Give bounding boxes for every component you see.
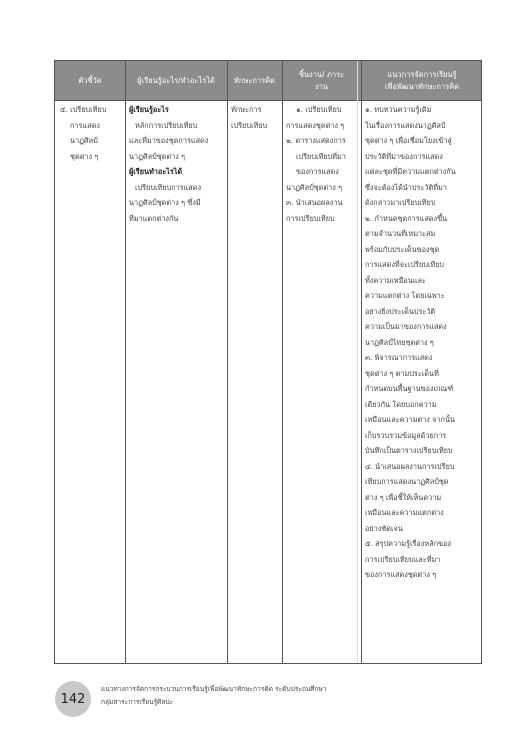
indicator-line: นาฏศิลป์ (70, 136, 98, 145)
approach-line: ดังกล่าวมาเปรียบเทียบ (365, 198, 436, 207)
approach-line: เก็บรวบรวมข้อมูลด้วยการ (365, 430, 447, 440)
approach-line: กำหนดบนพื้นฐานของเกณฑ์ (365, 384, 454, 393)
learning-cell (129, 102, 208, 226)
work-line: ๒. ตารางแสดงการ (286, 136, 346, 145)
work-line: เปรียบเทียบที่มา (296, 151, 346, 161)
work-line: การเปรียบเทียบ (286, 213, 335, 223)
learning-line: นาฏศิลป์ชุดต่าง ๆ (129, 151, 186, 161)
approach-line: ความแตกต่าง โดยเฉพาะ (365, 291, 445, 300)
approach-cell (365, 102, 456, 583)
footer-caption (101, 683, 326, 709)
approach-line: ความเป็นมาของการแสดง (365, 322, 447, 331)
approach-line: ซึ่งจะต้องได้นำประวัติที่มา (365, 182, 447, 192)
skill-cell (231, 102, 267, 133)
approach-line: การเปรียบเทียบและที่มา (365, 554, 441, 564)
approach-line: บันทึกเป็นตารางเปรียบเทียบ (365, 446, 453, 455)
work-line: การแสดงชุดต่าง ๆ (286, 120, 345, 130)
learning-heading: ผู้เรียนทำอะไรได้ (129, 167, 183, 176)
work-line: นาฏศิลป์ชุดต่าง ๆ (286, 182, 343, 192)
learning-heading: ผู้เรียนรู้อะไร (129, 105, 169, 114)
approach-line: นาฏศิลป์ไทยชุดต่าง ๆ (365, 337, 434, 347)
approach-line: ทั้งความเหมือนและ (365, 275, 426, 285)
footer-line: แนวทางการจัดการกระบวนการเรียนรู้เพื่อพัฒนาทักษะการคิด ระดับประถมศึกษา (101, 685, 327, 693)
approach-line: ประวัติที่มาของการแสดง (365, 151, 443, 161)
approach-line: เทียบการแสดงนาฏศิลป์ชุด (365, 477, 449, 486)
column-divider (282, 61, 283, 663)
approach-line: พร้อมกับประเด็นของชุด (365, 244, 440, 254)
approach-line: ตามจำนวนที่เหมาะสม (365, 229, 436, 238)
approach-line: ชุดต่าง ๆ เพื่อเชื่อมโยงเข้าสู่ (365, 136, 452, 145)
indicator-line: การแสดง (70, 120, 100, 130)
header-skill: ทักษะการคิด (233, 75, 276, 85)
approach-line: ของการแสดงชุดต่าง ๆ (365, 570, 437, 579)
approach-line: เหมือนและความต่าง จากนั้น (365, 415, 455, 424)
approach-line: ต่าง ๆ เพื่อชี้ให้เห็นความ (365, 492, 442, 502)
approach-line: ชุดต่าง ๆ ตามประเด็นที่ (365, 368, 439, 378)
page-number: 142 (60, 691, 86, 707)
indicator-line: ชุดต่าง ๆ (70, 151, 99, 161)
approach-line: ๓. พิจารณาการแสดง (365, 353, 433, 362)
learning-line: เปรียบเทียบการแสดง (135, 182, 202, 192)
indicator-line: ๕. เปรียบเทียบ (60, 105, 107, 114)
learning-line: และที่มาของชุดการแสดง (129, 136, 209, 145)
header-approach: แนวการจัดการเรียนรู้ เพื่อพัฒนาทักษะการคิด (384, 69, 460, 91)
approach-line: ๑. ทบทวนความรู้เดิม (365, 105, 432, 114)
approach-line: เหมือนและความแตกต่าง (365, 508, 444, 517)
approach-line: เดียวกัน โดยบอกความ (365, 399, 437, 409)
column-divider (227, 61, 228, 663)
learning-line: ที่มาแตกต่างกัน (129, 213, 179, 223)
learning-line: นาฏศิลป์ชุดต่าง ๆ ซึ่งมี (129, 198, 201, 207)
column-divider (361, 61, 362, 663)
table-header (55, 61, 481, 101)
work-line: ของการแสดง (296, 167, 339, 176)
work-cell (286, 102, 346, 226)
work-line: ๑. เปรียบเทียบ (296, 105, 342, 114)
approach-line: การแสดงที่จะเปรียบเทียบ (365, 260, 445, 269)
footer-line: กลุ่มสาระการเรียนรู้ศิลปะ (101, 698, 174, 706)
approach-line: ๕. สรุปความรู้เรื่องหลักของ (365, 539, 451, 548)
approach-line: อย่างยิ่งประเด็นประวัติ (365, 306, 436, 316)
page-number-badge (55, 681, 91, 717)
learning-line: หลักการเปรียบเทียบ (135, 120, 198, 130)
header-indicator: ตัวชี้วัด (78, 75, 102, 85)
approach-line: แต่ละชุดที่มีความแตกต่างกัน (365, 167, 456, 176)
column-divider (357, 61, 358, 663)
approach-line: อย่างชัดเจน (365, 523, 403, 533)
curriculum-table (54, 60, 482, 664)
header-learning: ผู้เรียนรู้อะไร/ทำอะไรได้ (137, 75, 215, 85)
work-line: ๓. นำเสนอผลงาน (286, 198, 343, 207)
approach-line: ๒. กำหนดชุดการแสดงขึ้น (365, 213, 448, 223)
approach-line: ๔. นำเสนอผลงานการเปรียบ (365, 461, 455, 471)
approach-line: ในเรื่องการแสดงนาฏศิลป์ (365, 120, 446, 130)
column-divider (125, 61, 126, 663)
skill-line: ทักษะการ (231, 105, 262, 114)
header-work: ชิ้นงาน/ ภาระงาน (298, 69, 345, 91)
skill-line: เปรียบเทียบ (231, 120, 268, 130)
indicator-cell (60, 102, 106, 164)
